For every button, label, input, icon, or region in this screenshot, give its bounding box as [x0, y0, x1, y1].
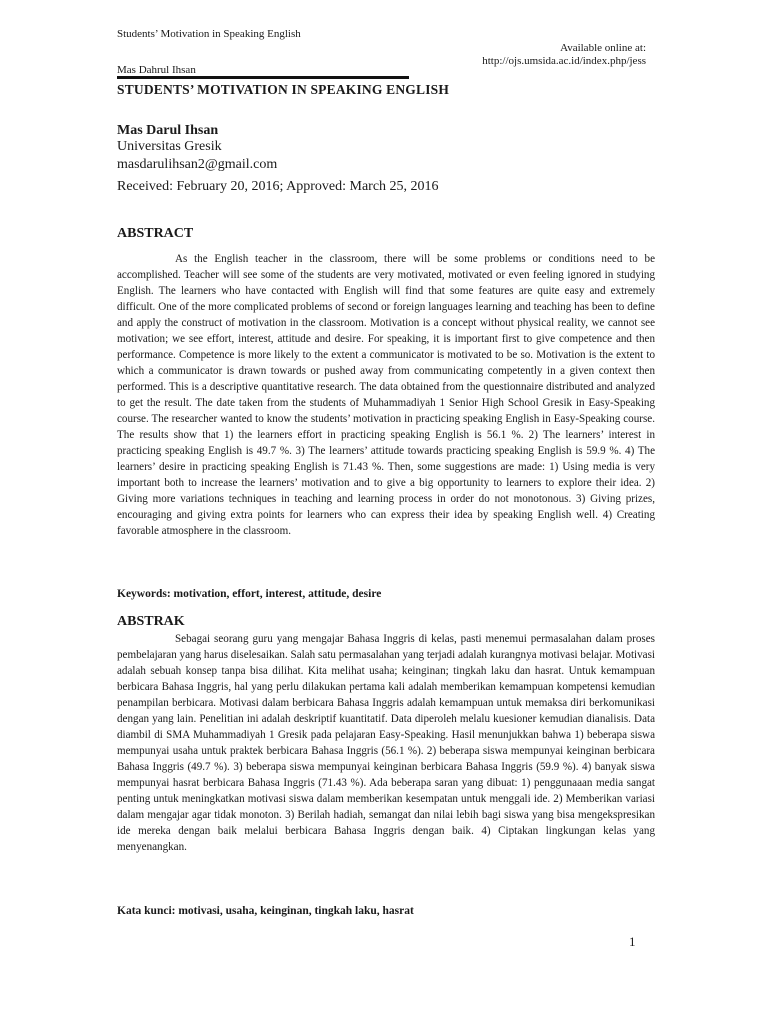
abstract-heading: ABSTRACT: [117, 226, 194, 241]
available-online-label: Available online at:: [560, 42, 646, 54]
author-name: Mas Darul Ihsan: [117, 123, 219, 138]
author-affiliation: Universitas Gresik: [117, 139, 222, 154]
kata-kunci: Kata kunci: motivasi, usaha, keinginan, tingkah laku, hasrat: [117, 905, 414, 917]
abstrak-heading: ABSTRAK: [117, 614, 185, 629]
author-email[interactable]: masdarulihsan2@gmail.com: [117, 157, 278, 172]
running-title: Students’ Motivation in Speaking English: [117, 28, 301, 40]
journal-url-link[interactable]: http://ojs.umsida.ac.id/index.php/jess: [482, 55, 646, 67]
header-divider: [117, 76, 409, 79]
page-number: 1: [629, 934, 636, 949]
keywords: Keywords: motivation, effort, interest, attitude, desire: [117, 588, 382, 600]
abstract-text: As the English teacher in the classroom, there will be some problems or conditions need to be accomplished. Teacher will see some of the students are very motivated, motivated or even feeling ignored in studying English. The learners who have contacted with English will find that some features are quite easy and extremely difficult. One of the more complicated problems of second or foreign languages learning and teaching has been to define and apply the construct of motivation in the classroom. Motivation is a concept without physical reality, we cannot see motivation; we see effort, interest, attitude and desire. For speaking, it is important first to give competence and then performance. Competence is more likely to the extent a communicator is motivated to be so. Motivation is the extent to which a communicator is drawn towards or pushed away from communicating competently in a given context then performed. This is a descriptive quantitative research. The data obtained from the questionnaire distributed and analyzed to get the result. The date taken from the students of Muhammadiyah 1 Senior High School Gresik in Easy-Speaking course. The researcher wanted to know the students’ motivation in practicing speaking English in Easy-Speaking course. The results show that 1) the learners effort in practicing speaking English is 56.1 %. 2) The learners’ interest in practicing speaking English is 49.7 %. 3) The learners’ attitude towards practicing speaking English is 59.9 %. 4) The learners’ desire in practicing speaking English is 71.43 %. Then, some suggestions are made: 1) Using media is very important both to increase the learners’ motivation and to give a big opportunity to learners to explore their idea. 2) Giving more variations techniques in teaching and learning process in order do not monotonous. 3) Giving prizes, encouraging and giving extra points for learners who can express their idea by speaking English well. 4) Creating favorable atmosphere in the classroom.: [117, 253, 655, 537]
article-title: STUDENTS’ MOTIVATION IN SPEAKING ENGLISH: [117, 82, 450, 97]
received-approved-dates: Received: February 20, 2016; Approved: March 25, 2016: [117, 179, 439, 194]
running-author: Mas Dahrul Ihsan: [117, 64, 196, 76]
abstrak-text: Sebagai seorang guru yang mengajar Bahasa Inggris di kelas, pasti menemui permasalahan dalam proses pembelajaran yang harus diselesaikan. Salah satu permasalahan yang terjadi adalah kurangnya motivasi belajar. Motivasi adalah sebuah konsep tanpa bisa dilihat. Kita melihat usaha; keinginan; tingkah laku dan hasrat. Untuk kemampuan berbicara Bahasa Inggris, hal yang perlu dilakukan pertama kali adalah memberikan kemampuan kompetensi kemudian penampilan berbicara. Motivasi dalam berbicara Bahasa Inggris adalah kemampuan untuk memaksa diri berkomunikasi dengan yang lain. Penelitian ini adalah deskriptif kuantitatif. Data diperoleh melalu kuesioner kemudian dianalisis. Data diambil di SMA Muhammadiyah 1 Gresik pada pelajaran Easy-Speaking. Hasil menunjukkan bahwa 1) beberapa siswa mempunyai usaha untuk praktek berbicara Bahasa Inggris (56.1 %). 2) beberapa siswa mempunyai keinginan berbicara Bahasa Inggris (49.7 %). 3) beberapa siswa mempunyai keinginan berbicara Bahasa Inggris (59.9 %). 4) banyak siswa mempunyai hasrat berbicara Bahasa Inggris (71.43 %). Ada beberapa saran yang dibuat: 1) penggunaaan media sangat penting untuk meningkatkan motivasi siswa dalam memberikan kesempatan untuk menggali ide. 2) Memberikan variasi dalam mengajar agar tidak monoton. 3) Berilah hadiah, semangat dan nilai lebih bagi siswa yang bisa mengekspresikan ide mereka dengan baik melalui berbicara Bahasa Inggris dengan baik. 4) Ciptakan lingkungan kelas yang menyenangkan.: [117, 633, 655, 853]
